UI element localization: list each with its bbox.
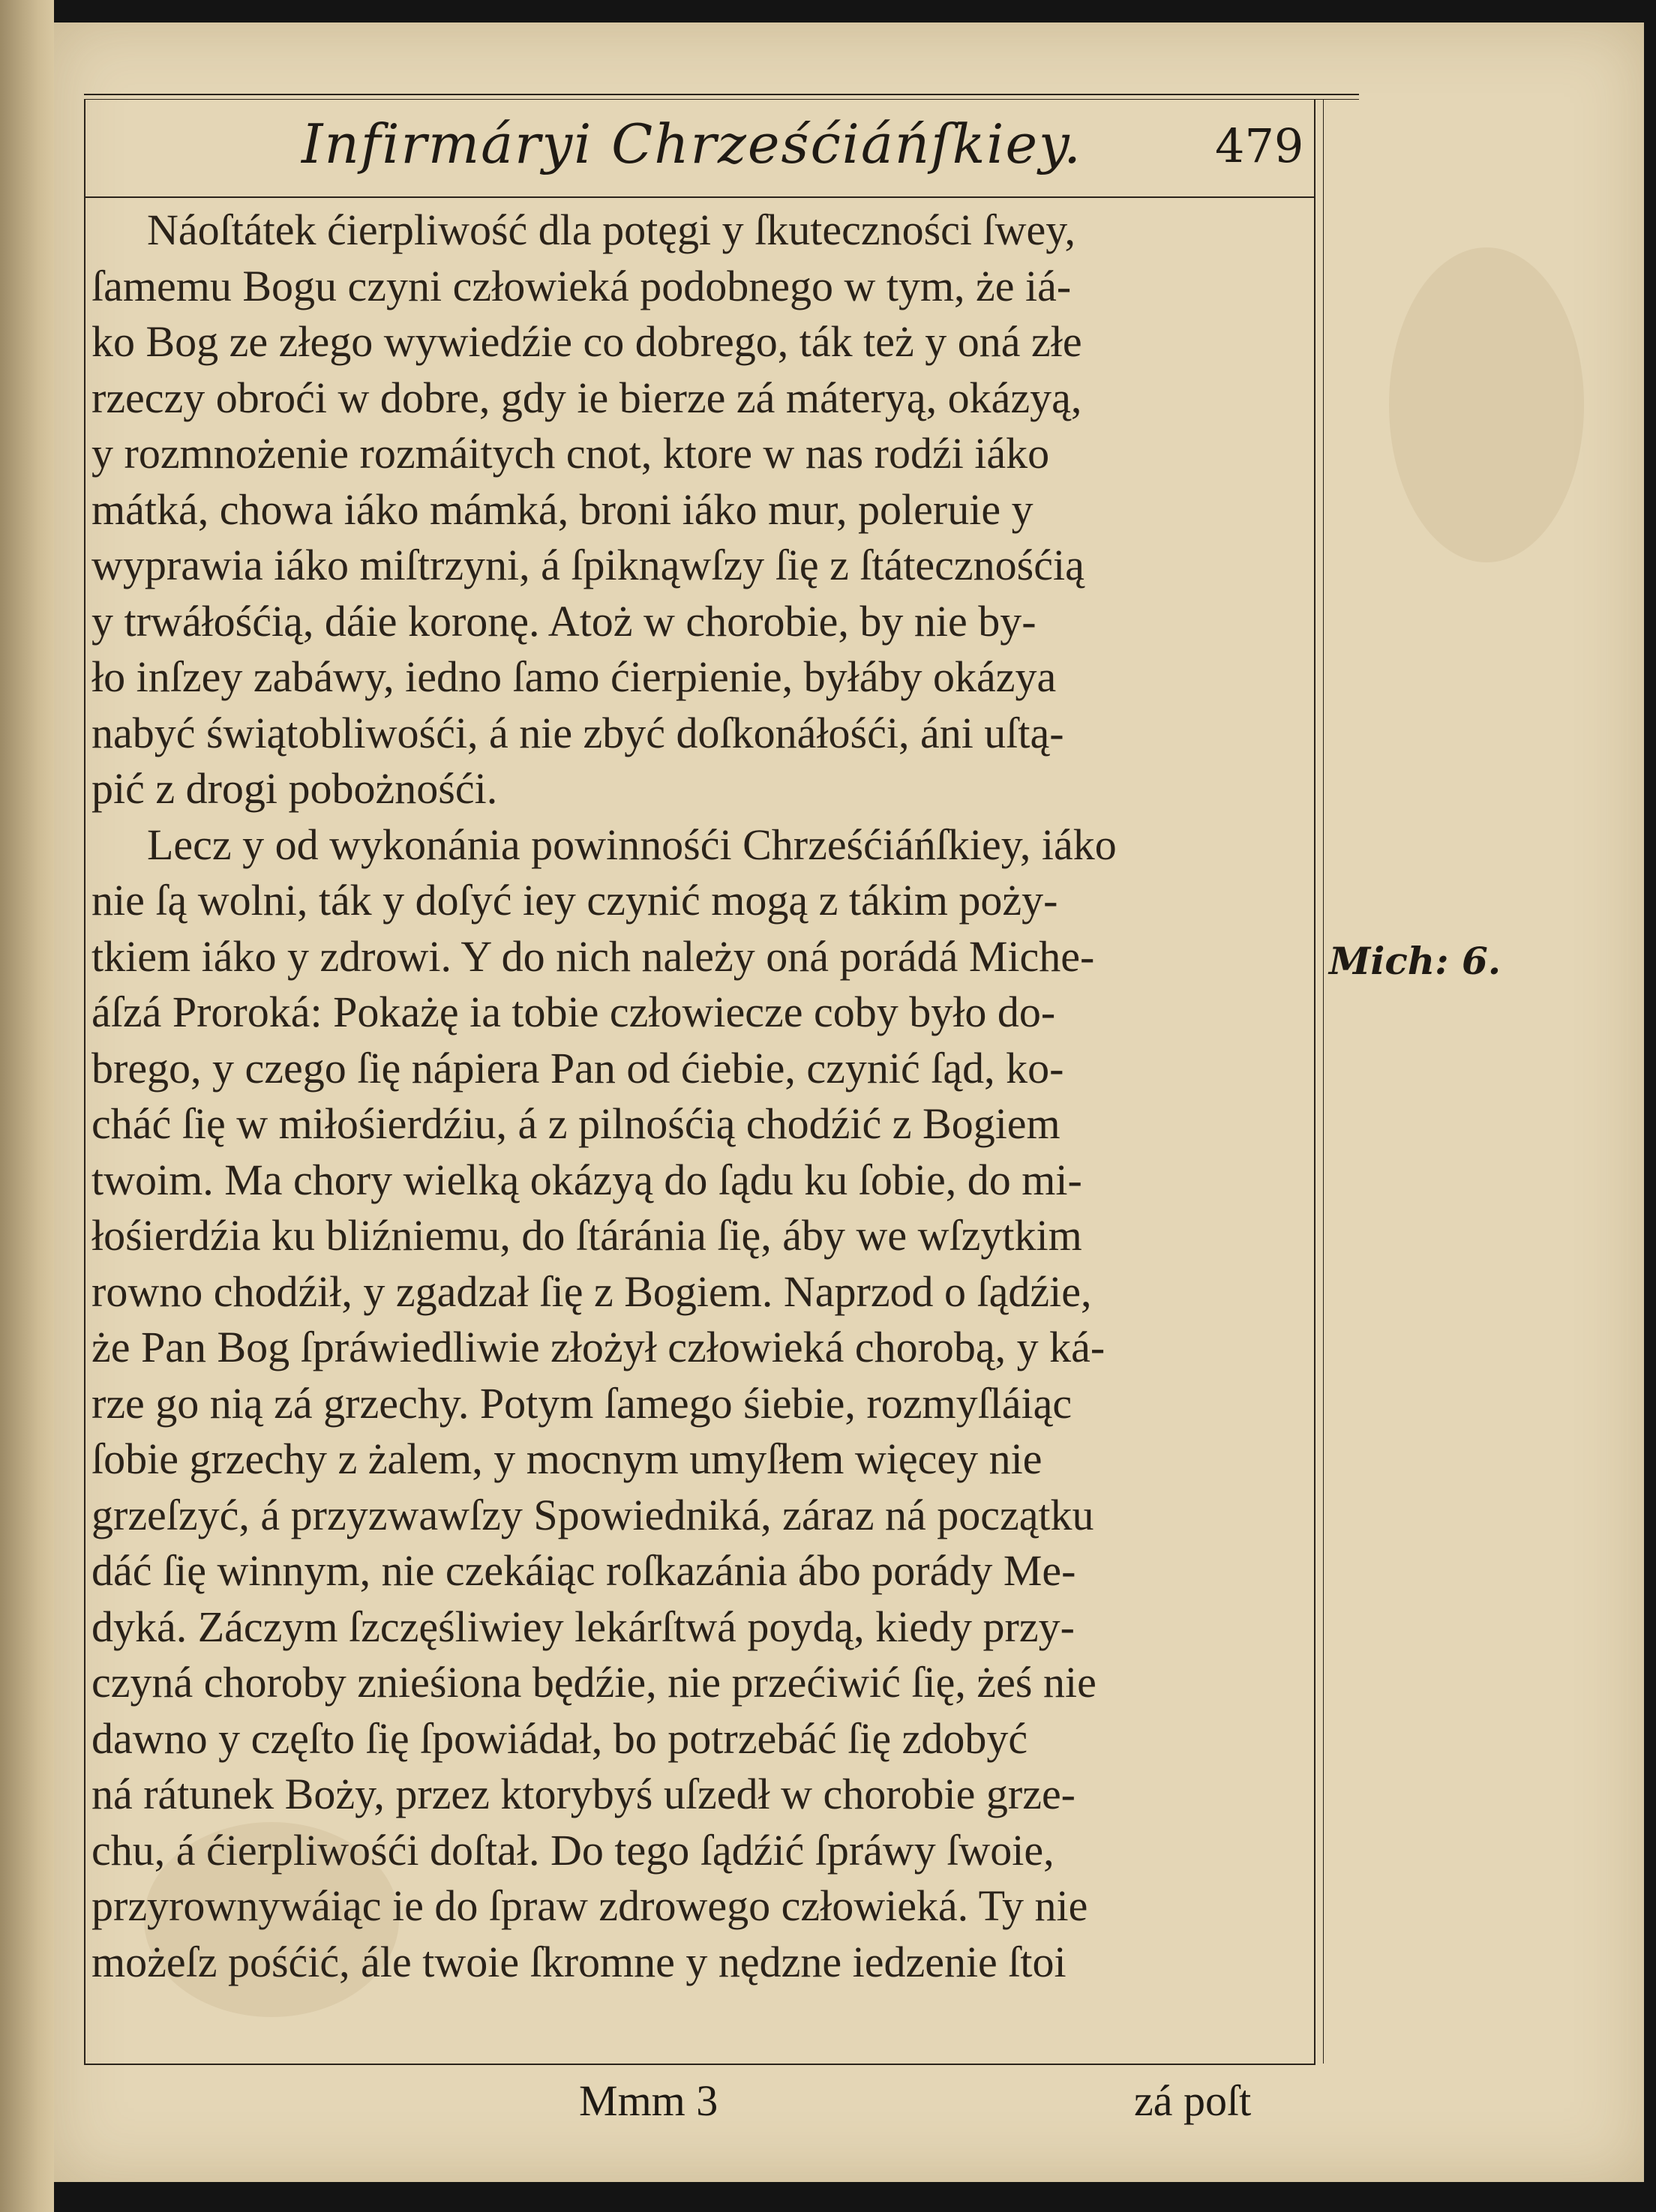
text-line: rzeczy obroći w dobre, gdy ie bierze zá máteryą, okázyą,	[92, 373, 1082, 422]
text-line: czyná choroby znieśiona będźie, nie przećiwić ſię, żeś nie	[92, 1658, 1096, 1707]
text-line: dawno y częſto ſię ſpowiádał, bo potrzebáć ſię zdobyć	[92, 1713, 1028, 1763]
text-line: twoim. Ma chory wielką okázyą do ſądu ku ſobie, do mi-	[92, 1155, 1082, 1204]
header-rule	[84, 196, 1316, 198]
text-line: y trwáłośćią, dáie koronę. Atoż w chorobie, by nie by-	[92, 596, 1036, 646]
text-line: grzeſzyć, á przyzwawſzy Spowiedniká, záraz ná początku	[92, 1490, 1094, 1539]
text-line: dyká. Záczym ſzczęśliwiey lekárſtwá poydą, kiedy przy-	[92, 1602, 1075, 1651]
text-line: możeſz pośćić, ále twoie ſkromne y nędzne iedzenie ſtoi	[92, 1937, 1066, 1986]
text-line: ko Bog ze złego wywiedźie co dobrego, ták też y oná złe	[92, 317, 1082, 366]
text-line: nie ſą wolni, ták y doſyć iey czynić mogą z tákim poży-	[92, 876, 1058, 925]
margin-note: Mich: 6.	[1329, 939, 1502, 983]
frame-rule-right	[1314, 99, 1316, 2064]
frame-rule-top-inner	[84, 99, 1359, 100]
text-line: dáć ſię winnym, nie czekáiąc roſkazánia ábo porády Me-	[92, 1546, 1076, 1595]
text-line: ło inſzey zabáwy, iedno ſamo ćierpienie, byłáby okázya	[92, 652, 1057, 701]
body-text	[87, 202, 1312, 1990]
text-line: łośierdźia ku bliźniemu, do ſtáránia ſię, áby we wſzytkim	[92, 1211, 1082, 1260]
text-line: pić z drogi pobożnośći.	[92, 764, 498, 813]
text-line: przyrownywáiąc ie do ſpraw zdrowego człowieká. Ty nie	[92, 1881, 1088, 1930]
frame-rule-right-outer	[1323, 99, 1324, 2064]
text-line: ná rátunek Boży, przez ktorybyś uſzedł w chorobie grze-	[92, 1770, 1076, 1818]
running-head: Infirmáryi Chrześćiáńſkiey.	[302, 112, 1083, 175]
footer-rule	[84, 2064, 1316, 2065]
text-line: ſobie grzechy z żalem, y mocnym umyſłem więcey nie	[92, 1434, 1042, 1483]
text-line: y rozmnożenie rozmáitych cnot, ktore w nas rodźi iáko	[92, 429, 1050, 478]
text-line: ſamemu Bogu czyni człowieká podobnego w tym, że iá-	[92, 261, 1072, 310]
text-line: rze go nią zá grzechy. Potym ſamego śiebie, rozmyſláiąc	[92, 1378, 1072, 1428]
previous-page-edge	[0, 0, 54, 2212]
page-number: 479	[1215, 118, 1304, 173]
text-line: że Pan Bog ſpráwiedliwie złożył człowieká chorobą, y ká-	[92, 1323, 1106, 1371]
text-line: brego, y czego ſię nápiera Pan od ćiebie, czynić ſąd, ko-	[92, 1043, 1064, 1093]
text-line: Lecz y od wykonánia powinnośći Chrześćiáńſkiey, iáko	[147, 820, 1117, 869]
text-line: tkiem iáko y zdrowi. Y do nich należy oná porádá Miche-	[92, 931, 1095, 981]
book-page	[54, 22, 1644, 2182]
catchword: zá poſt	[1134, 2076, 1252, 2125]
frame-rule-left	[84, 99, 86, 2064]
text-line: mátká, chowa iáko mámká, broni iáko mur, poleruie y	[92, 484, 1034, 534]
text-line: wyprawia iáko miſtrzyni, á ſpiknąwſzy ſię z ſtátecznośćią	[92, 541, 1084, 589]
frame-rule-top	[84, 94, 1359, 95]
signature-mark: Mmm 3	[579, 2076, 718, 2125]
text-line: cháć ſię w miłośierdźiu, á z pilnośćią chodźić z Bogiem	[92, 1099, 1060, 1148]
text-line: rowno chodźił, y zgadzał ſię z Bogiem. Naprzod o ſądźie,	[92, 1266, 1092, 1316]
text-line: chu, á ćierpliwośći doſtał. Do tego ſądźić ſpráwy ſwoie,	[92, 1825, 1054, 1875]
text-line: Náoſtátek ćierpliwość dla potęgi y ſkuteczności ſwey,	[147, 205, 1076, 254]
text-line: áſzá Proroká: Pokażę ia tobie człowiecze coby było do-	[92, 988, 1056, 1036]
text-line: nabyć świątobliwośći, á nie zbyć doſkonáłośći, áni uſtą-	[92, 708, 1064, 757]
paper-stain	[1389, 247, 1584, 562]
